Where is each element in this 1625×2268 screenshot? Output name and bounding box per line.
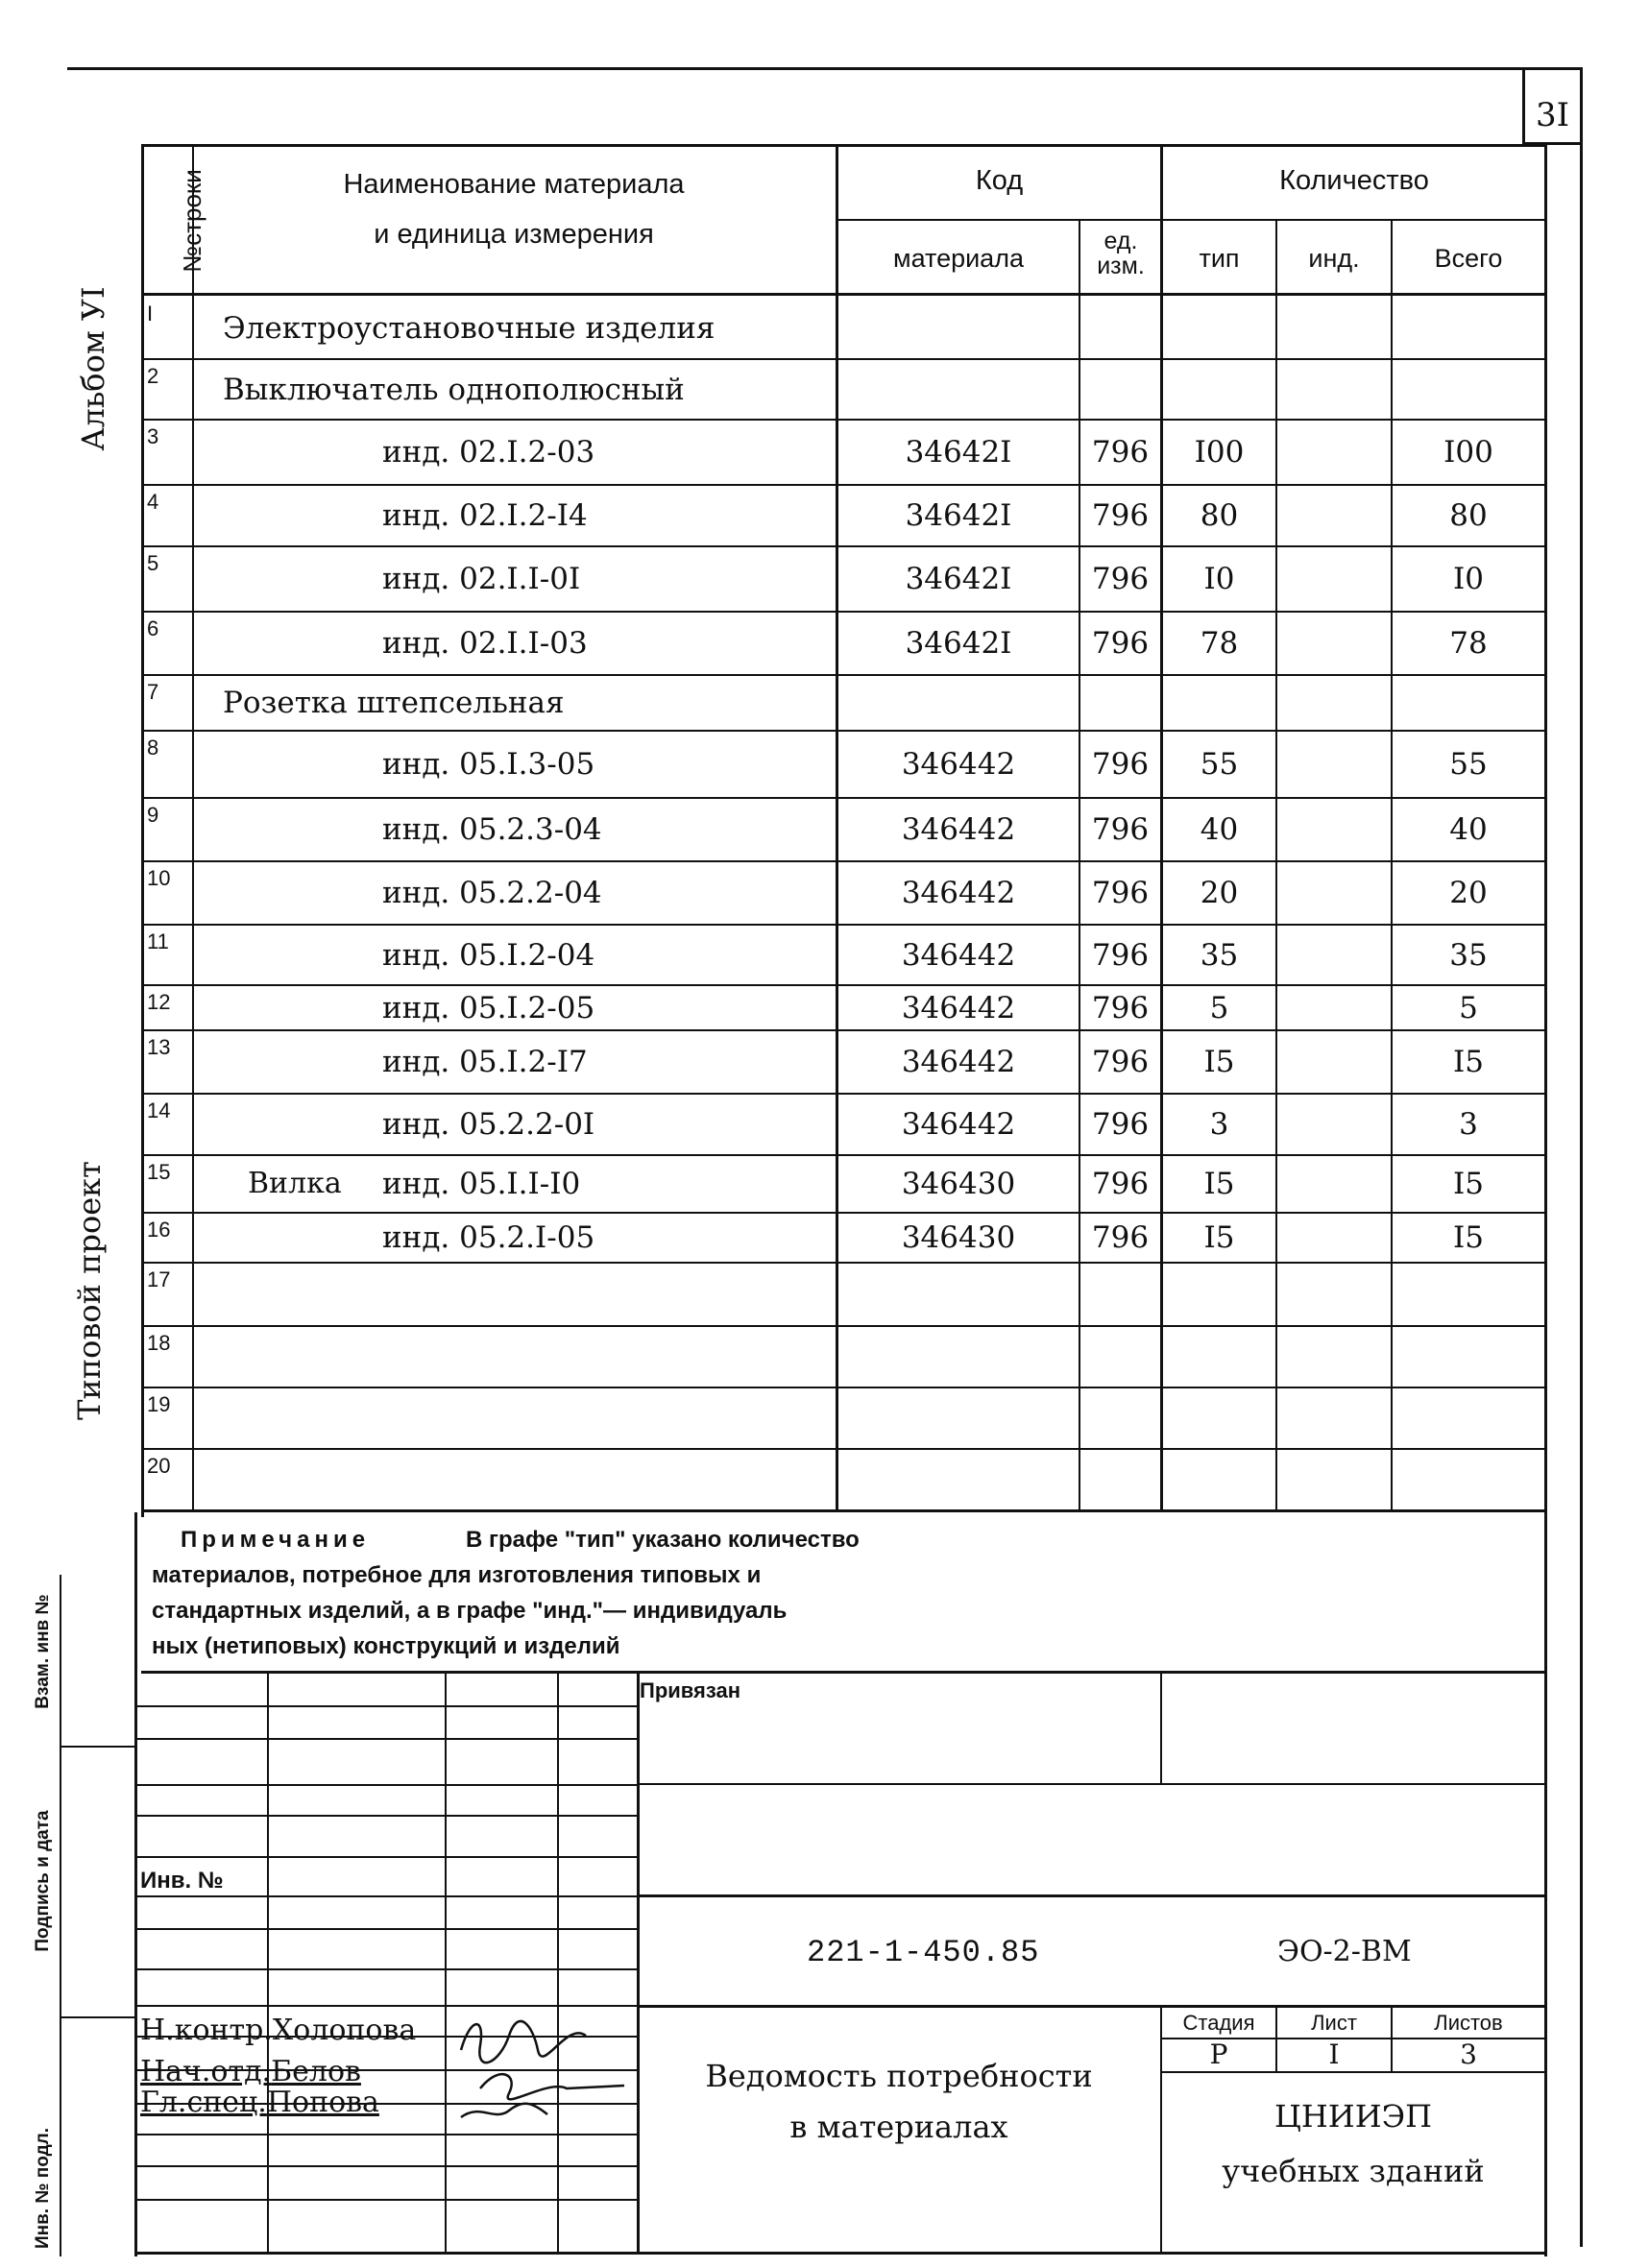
row-code: 34642I	[905, 562, 1012, 596]
stage-label: Стадия	[1182, 2011, 1255, 2035]
row-name: инд. 05.I.2-I7	[382, 1045, 588, 1079]
row-code: 346442	[901, 1107, 1016, 1142]
row-unit: 796	[1091, 812, 1150, 847]
signer-1-name: Холопова	[272, 2014, 417, 2047]
title-block-top-line	[141, 1671, 1546, 1674]
row-name: инд. 05.I.3-05	[382, 747, 595, 782]
note-line4: ных (нетиповых) конструкций и изделий	[152, 1633, 620, 1659]
row-number: 12	[147, 990, 171, 1014]
row-divider	[141, 1325, 1546, 1327]
signature-grid-line	[136, 1784, 638, 1786]
row-typ: 78	[1200, 626, 1239, 661]
sheet-value: I	[1328, 2039, 1340, 2070]
table-top-line	[141, 144, 1546, 147]
row-typ: I0	[1203, 562, 1235, 596]
row-name: инд. 05.2.2-04	[382, 876, 602, 910]
side-label-inv-orig: Инв. № подл.	[33, 2127, 53, 2250]
signature-grid-line	[136, 2165, 638, 2167]
side-stamp-line	[60, 1575, 61, 2256]
row-divider	[141, 358, 1546, 360]
row-divider	[141, 545, 1546, 547]
row-code: 346442	[901, 747, 1016, 782]
note-line1: В графе "тип" указано количество	[466, 1527, 860, 1553]
signature-grid-line	[136, 1705, 638, 1707]
row-total: 78	[1449, 626, 1488, 661]
header-name-line1: Наименование материала	[343, 169, 685, 200]
sheets-label: Листов	[1434, 2011, 1503, 2035]
row-number: 4	[147, 490, 159, 514]
row-code: 346442	[901, 1045, 1016, 1079]
header-quantity: Количество	[1279, 165, 1429, 196]
stage-values-bottom	[1160, 2071, 1546, 2073]
row-code: 34642I	[905, 435, 1012, 470]
side-label-sign-date: Подпись и дата	[33, 1810, 53, 1952]
row-unit: 796	[1091, 1220, 1150, 1255]
row-typ: I00	[1194, 435, 1245, 470]
row-divider	[141, 797, 1546, 799]
side-stamp-divider-1	[60, 1746, 136, 1748]
row-divider	[141, 860, 1546, 862]
signature-2-icon	[480, 2074, 624, 2099]
row-number: 20	[147, 1454, 171, 1478]
side-label-vzam: Взам. инв №	[33, 1594, 53, 1709]
row-code: 34642I	[905, 498, 1012, 533]
table-right-line	[1544, 144, 1547, 2256]
row-typ: 20	[1200, 876, 1239, 910]
header-name-line2: и единица измерения	[374, 219, 654, 250]
row-divider	[141, 674, 1546, 676]
row-total: I00	[1443, 435, 1493, 470]
row-name: Розетка штепсельная	[223, 686, 565, 720]
row-total: 20	[1449, 876, 1488, 910]
sheet-label: Лист	[1311, 2011, 1357, 2035]
row-number: 13	[147, 1035, 171, 1059]
org-line1: ЦНИИЭП	[1273, 2098, 1432, 2135]
header-bottom-line	[141, 293, 1546, 296]
note-line3: стандартных изделий, а в графе "инд."— индивидуаль	[152, 1598, 788, 1624]
row-typ: I5	[1203, 1045, 1235, 1079]
row-divider	[141, 1262, 1546, 1264]
row-name: инд. 02.I.I-0I	[382, 562, 581, 596]
row-number: 6	[147, 616, 159, 640]
row-code: 346442	[901, 876, 1016, 910]
row-number: 18	[147, 1331, 171, 1355]
row-name: инд. 05.2.2-0I	[382, 1107, 595, 1142]
table-left-line	[141, 144, 144, 1517]
signer-3-role: Гл.спец.	[140, 2086, 267, 2119]
row-divider	[141, 1448, 1546, 1450]
row-code: 346442	[901, 990, 1016, 1025]
table-bottom-line	[141, 1509, 1546, 1512]
signer-3	[140, 2086, 379, 2119]
signature-scribbles	[442, 1997, 634, 2132]
row-prefix: Вилка	[248, 1167, 342, 1200]
header-mid-line	[836, 219, 1546, 221]
row-number: 5	[147, 551, 159, 575]
title-block-bottom-line	[134, 2252, 1546, 2255]
row-unit: 796	[1091, 937, 1150, 973]
row-name: инд. 05.2.I-05	[382, 1220, 595, 1255]
doc-title-line1: Ведомость потребности	[705, 2058, 1093, 2094]
row-divider	[141, 611, 1546, 613]
row-code: 34642I	[905, 626, 1012, 661]
signature-3-icon	[461, 2104, 547, 2117]
row-unit: 796	[1091, 876, 1150, 910]
row-name: инд. 05.I.2-05	[382, 990, 595, 1025]
row-number: 16	[147, 1218, 171, 1242]
row-typ: I5	[1203, 1220, 1235, 1255]
row-divider	[141, 1154, 1546, 1156]
row-typ: 35	[1200, 937, 1239, 973]
doc-code: ЭО-2-ВМ	[1277, 1935, 1412, 1968]
row-number: 2	[147, 364, 159, 388]
row-total: I0	[1453, 562, 1484, 596]
row-name: инд. 02.I.2-03	[382, 435, 595, 470]
side-stamp-divider-2	[60, 2016, 136, 2018]
row-unit: 796	[1091, 990, 1150, 1025]
row-name: Электроустановочные изделия	[223, 310, 715, 346]
row-name: инд. 02.I.I-03	[382, 626, 588, 661]
row-divider	[141, 419, 1546, 421]
row-typ: 3	[1209, 1107, 1229, 1142]
col-line-3	[1079, 219, 1080, 1510]
title-block-left-line	[134, 1512, 137, 2256]
signature-grid-line	[136, 1856, 638, 1858]
signer-2-name: Белов	[271, 2055, 361, 2088]
row-divider	[141, 1093, 1546, 1095]
row-divider	[141, 924, 1546, 926]
row-name: инд. 05.I.I-I0	[382, 1167, 581, 1201]
row-code: 346442	[901, 937, 1016, 973]
row-typ: 40	[1200, 812, 1239, 847]
row-unit: 796	[1091, 1167, 1150, 1201]
row-unit: 796	[1091, 1107, 1150, 1142]
row-total: 80	[1449, 498, 1488, 533]
org-line2: учебных зданий	[1222, 2153, 1485, 2189]
page-number: 3I	[1535, 96, 1570, 134]
col-line-1	[192, 144, 194, 1510]
row-number: 15	[147, 1160, 171, 1184]
signature-1-icon	[461, 2021, 586, 2063]
signature-grid-line	[136, 1738, 638, 1740]
row-divider	[141, 484, 1546, 486]
note-line2: материалов, потребное для изготовления типовых и	[152, 1562, 762, 1588]
row-number: 7	[147, 680, 159, 704]
row-total: 40	[1449, 812, 1488, 847]
signer-2	[140, 2055, 361, 2088]
side-label-album: Альбом УI	[75, 286, 111, 451]
top-border-line	[67, 67, 1582, 70]
privyazan-label: Привязан	[640, 1678, 741, 1702]
row-typ: I5	[1203, 1167, 1235, 1201]
row-number: 14	[147, 1098, 171, 1122]
row-total: I5	[1453, 1167, 1484, 1201]
signer-1-role: Н.контр.	[140, 2014, 273, 2047]
row-number: 19	[147, 1392, 171, 1416]
row-typ: 5	[1209, 990, 1229, 1025]
header-row-no: №строки	[178, 169, 206, 273]
row-unit: 796	[1091, 747, 1150, 782]
doc-title-top-line	[637, 2005, 1546, 2008]
col-line-6	[1391, 219, 1393, 1510]
row-total: 35	[1449, 937, 1488, 973]
privyazan-bottom-line	[637, 1783, 1546, 1785]
signer-3-name: Попова	[266, 2086, 379, 2119]
note-title: Примечание	[181, 1527, 371, 1553]
row-total: I5	[1453, 1045, 1484, 1079]
row-unit: 796	[1091, 498, 1150, 533]
header-total: Всего	[1434, 244, 1503, 273]
row-typ: 55	[1200, 747, 1239, 782]
row-number: 8	[147, 736, 159, 760]
doc-title-line2: в материалах	[789, 2109, 1008, 2145]
signature-grid-line	[136, 1968, 638, 1970]
row-typ: 80	[1200, 498, 1239, 533]
signature-grid-line	[136, 2199, 638, 2201]
row-name: инд. 05.2.3-04	[382, 812, 602, 847]
row-divider	[141, 1387, 1546, 1388]
stage-value: Р	[1209, 2039, 1228, 2070]
row-number: 11	[147, 929, 169, 953]
header-ind: инд.	[1308, 244, 1360, 273]
inv-no-label: Инв. №	[140, 1868, 224, 1894]
row-total: 5	[1459, 990, 1478, 1025]
row-total: I5	[1453, 1220, 1484, 1255]
row-divider	[141, 984, 1546, 986]
privyazan-right-line	[1160, 1673, 1162, 1783]
signature-grid-line	[136, 1815, 638, 1817]
side-label-project: Типовой проект	[71, 1161, 108, 1420]
header-code: Код	[975, 165, 1024, 196]
signer-2-role: Нач.отд.	[140, 2055, 272, 2088]
row-code: 346430	[901, 1220, 1016, 1255]
row-name: инд. 02.I.2-I4	[382, 498, 588, 533]
sheets-value: 3	[1460, 2039, 1477, 2070]
row-name: инд. 05.I.2-04	[382, 937, 595, 973]
row-number: 3	[147, 424, 159, 448]
signature-grid-line	[136, 1895, 638, 1897]
row-total: 55	[1449, 747, 1488, 782]
row-unit: 796	[1091, 562, 1150, 596]
row-number: I	[147, 302, 154, 326]
row-code: 346430	[901, 1167, 1016, 1201]
signature-grid-line	[136, 1928, 638, 1930]
signer-1	[140, 2014, 416, 2047]
row-unit: 796	[1091, 435, 1150, 470]
row-divider	[141, 1212, 1546, 1214]
row-code: 346442	[901, 812, 1016, 847]
row-number: 9	[147, 803, 159, 827]
doc-number-top-line	[637, 1894, 1546, 1897]
signature-grid-line	[136, 2134, 638, 2135]
header-unit: ед. изм.	[1097, 228, 1145, 279]
row-divider	[141, 730, 1546, 732]
row-unit: 796	[1091, 1045, 1150, 1079]
row-number: 10	[147, 866, 171, 890]
row-number: 17	[147, 1267, 171, 1291]
row-unit: 796	[1091, 626, 1150, 661]
header-material: материала	[893, 244, 1024, 273]
right-border-line	[1580, 67, 1583, 2247]
row-name: Выключатель однополюсный	[223, 372, 685, 407]
doc-number: 221-1-450.85	[807, 1935, 1040, 1970]
row-total: 3	[1459, 1107, 1478, 1142]
row-divider	[141, 1029, 1546, 1031]
col-line-5	[1275, 219, 1277, 1510]
header-typ: тип	[1199, 244, 1240, 273]
